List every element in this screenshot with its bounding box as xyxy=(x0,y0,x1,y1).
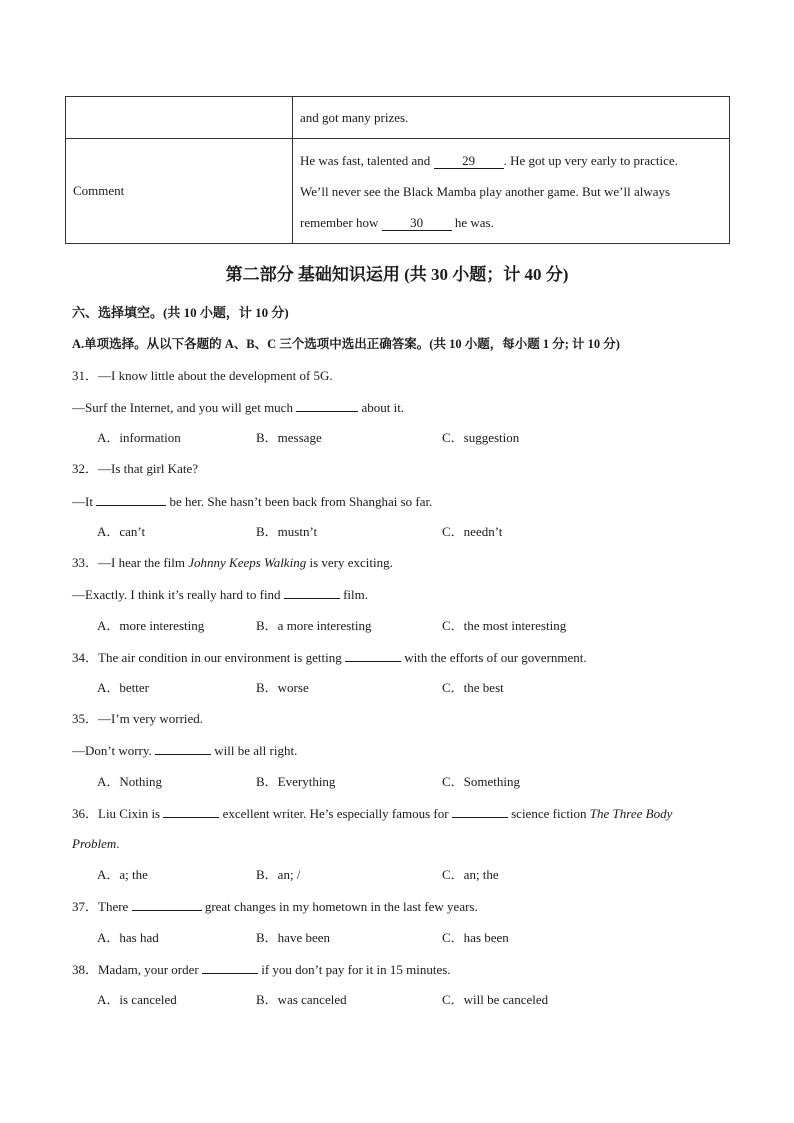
answer-blank xyxy=(296,399,358,412)
q35-option-c[interactable]: C．Something xyxy=(442,774,521,789)
q31-text: —Surf the Internet, and you will get much xyxy=(72,400,293,415)
q34-option-b[interactable]: B．worse xyxy=(256,680,309,695)
q36-line2 xyxy=(72,836,120,852)
q33-text: —Exactly. I think it’s really hard to find xyxy=(72,587,281,602)
blank-30: 30 xyxy=(382,216,452,231)
comment-text: remember how xyxy=(300,214,379,230)
q36-text: . xyxy=(116,836,120,851)
q35-line2 xyxy=(72,742,297,759)
q37-text: great changes in my hometown in the last few years. xyxy=(204,899,478,914)
q33-line2 xyxy=(72,586,368,603)
table-cell-prizes: and got many prizes. xyxy=(293,97,730,139)
q35-line1: 35．—I’m very worried. xyxy=(72,711,204,726)
q37-option-c[interactable]: C．has been xyxy=(442,930,509,945)
q34-text: with the efforts of our government. xyxy=(404,650,587,665)
q31-line2 xyxy=(72,399,404,416)
q36-line1 xyxy=(72,805,672,822)
q37-option-a[interactable]: A．has had xyxy=(97,930,159,945)
q38-option-b[interactable]: B．was canceled xyxy=(256,992,347,1007)
q36-option-c[interactable]: C．an; the xyxy=(442,867,499,882)
q33-option-c[interactable]: C．the most interesting xyxy=(442,618,567,633)
q32-option-b[interactable]: B．mustn’t xyxy=(256,524,318,539)
q32-line2 xyxy=(72,493,432,510)
q34-option-c[interactable]: C．the best xyxy=(442,680,504,695)
partA-title: A.单项选择。从以下各题的 A、B、C 三个选项中选出正确答案。(共 10 小题，每小题 1 分; 计 10 分) xyxy=(72,337,620,351)
q32-text: be her. She hasn’t been back from Shanghai so far. xyxy=(169,494,433,509)
table-cell-empty xyxy=(66,97,293,139)
comment-text: We’ll never see the Black Mamba play another game. But we’ll always xyxy=(300,183,671,199)
answer-blank xyxy=(284,586,340,599)
q35-text: —Don’t worry. xyxy=(72,743,152,758)
q38-text: if you don’t pay for it in 15 minutes. xyxy=(261,962,451,977)
q37-line1 xyxy=(72,898,478,915)
q36-text: 36．Liu Cixin is xyxy=(72,806,161,821)
q33-option-a[interactable]: A．more interesting xyxy=(97,618,205,633)
book-title: The Three Body xyxy=(589,806,673,821)
q35-text: will be all right. xyxy=(214,743,298,758)
q33-option-b[interactable]: B．a more interesting xyxy=(256,618,372,633)
q33-line1 xyxy=(72,555,393,571)
q31-option-a[interactable]: A．information xyxy=(97,430,181,445)
part6-title: 六、选择填空。(共 10 小题，计 10 分) xyxy=(72,305,289,320)
blank-29: 29 xyxy=(434,154,504,169)
q35-option-b[interactable]: B．Everything xyxy=(256,774,336,789)
q36-text: excellent writer. He’s especially famous for xyxy=(222,806,449,821)
q36-option-b[interactable]: B．an; / xyxy=(256,867,301,882)
answer-blank xyxy=(345,649,401,662)
q36-option-a[interactable]: A．a; the xyxy=(97,867,148,882)
answer-blank xyxy=(202,961,258,974)
q33-text: 33．—I hear the film xyxy=(72,555,185,570)
q37-text: 37．There xyxy=(72,899,129,914)
q35-option-a[interactable]: A．Nothing xyxy=(97,774,163,789)
answer-blank xyxy=(163,805,219,818)
q38-text: 38．Madam, your order xyxy=(72,962,199,977)
book-title: Problem xyxy=(72,836,117,851)
table-cell-comment xyxy=(293,139,730,244)
answer-blank xyxy=(155,742,211,755)
answer-blank xyxy=(132,898,202,911)
info-table xyxy=(65,96,730,244)
q34-text: 34．The air condition in our environment is getting xyxy=(72,650,342,665)
q31-option-c[interactable]: C．suggestion xyxy=(442,430,520,445)
q32-line1: 32．—Is that girl Kate? xyxy=(72,461,198,476)
q32-text: —It xyxy=(72,494,93,509)
q34-line1 xyxy=(72,649,587,666)
q31-text: about it. xyxy=(361,400,405,415)
answer-blank xyxy=(452,805,508,818)
comment-text: He was fast, talented and xyxy=(300,152,431,168)
comment-text: . He got up very early to practice. xyxy=(503,152,678,168)
film-title: Johnny Keeps Walking xyxy=(188,555,307,570)
q31-line1: 31．—I know little about the development of 5G. xyxy=(72,368,333,383)
q32-option-c[interactable]: C．needn’t xyxy=(442,524,503,539)
table-cell-comment-label: Comment xyxy=(66,139,293,244)
q33-text: is very exciting. xyxy=(309,555,393,570)
q37-option-b[interactable]: B．have been xyxy=(256,930,331,945)
comment-text: he was. xyxy=(454,214,494,230)
q33-text: film. xyxy=(343,587,368,602)
q38-line1 xyxy=(72,961,451,978)
q32-option-a[interactable]: A．can’t xyxy=(97,524,146,539)
q38-option-c[interactable]: C．will be canceled xyxy=(442,992,549,1007)
q31-option-b[interactable]: B．message xyxy=(256,430,322,445)
q34-option-a[interactable]: A．better xyxy=(97,680,149,695)
answer-blank xyxy=(96,493,166,506)
q38-option-a[interactable]: A．is canceled xyxy=(97,992,177,1007)
q36-text: science fiction xyxy=(511,806,587,821)
section-title: 第二部分 基础知识运用 (共 30 小题；计 40 分) xyxy=(225,265,569,284)
